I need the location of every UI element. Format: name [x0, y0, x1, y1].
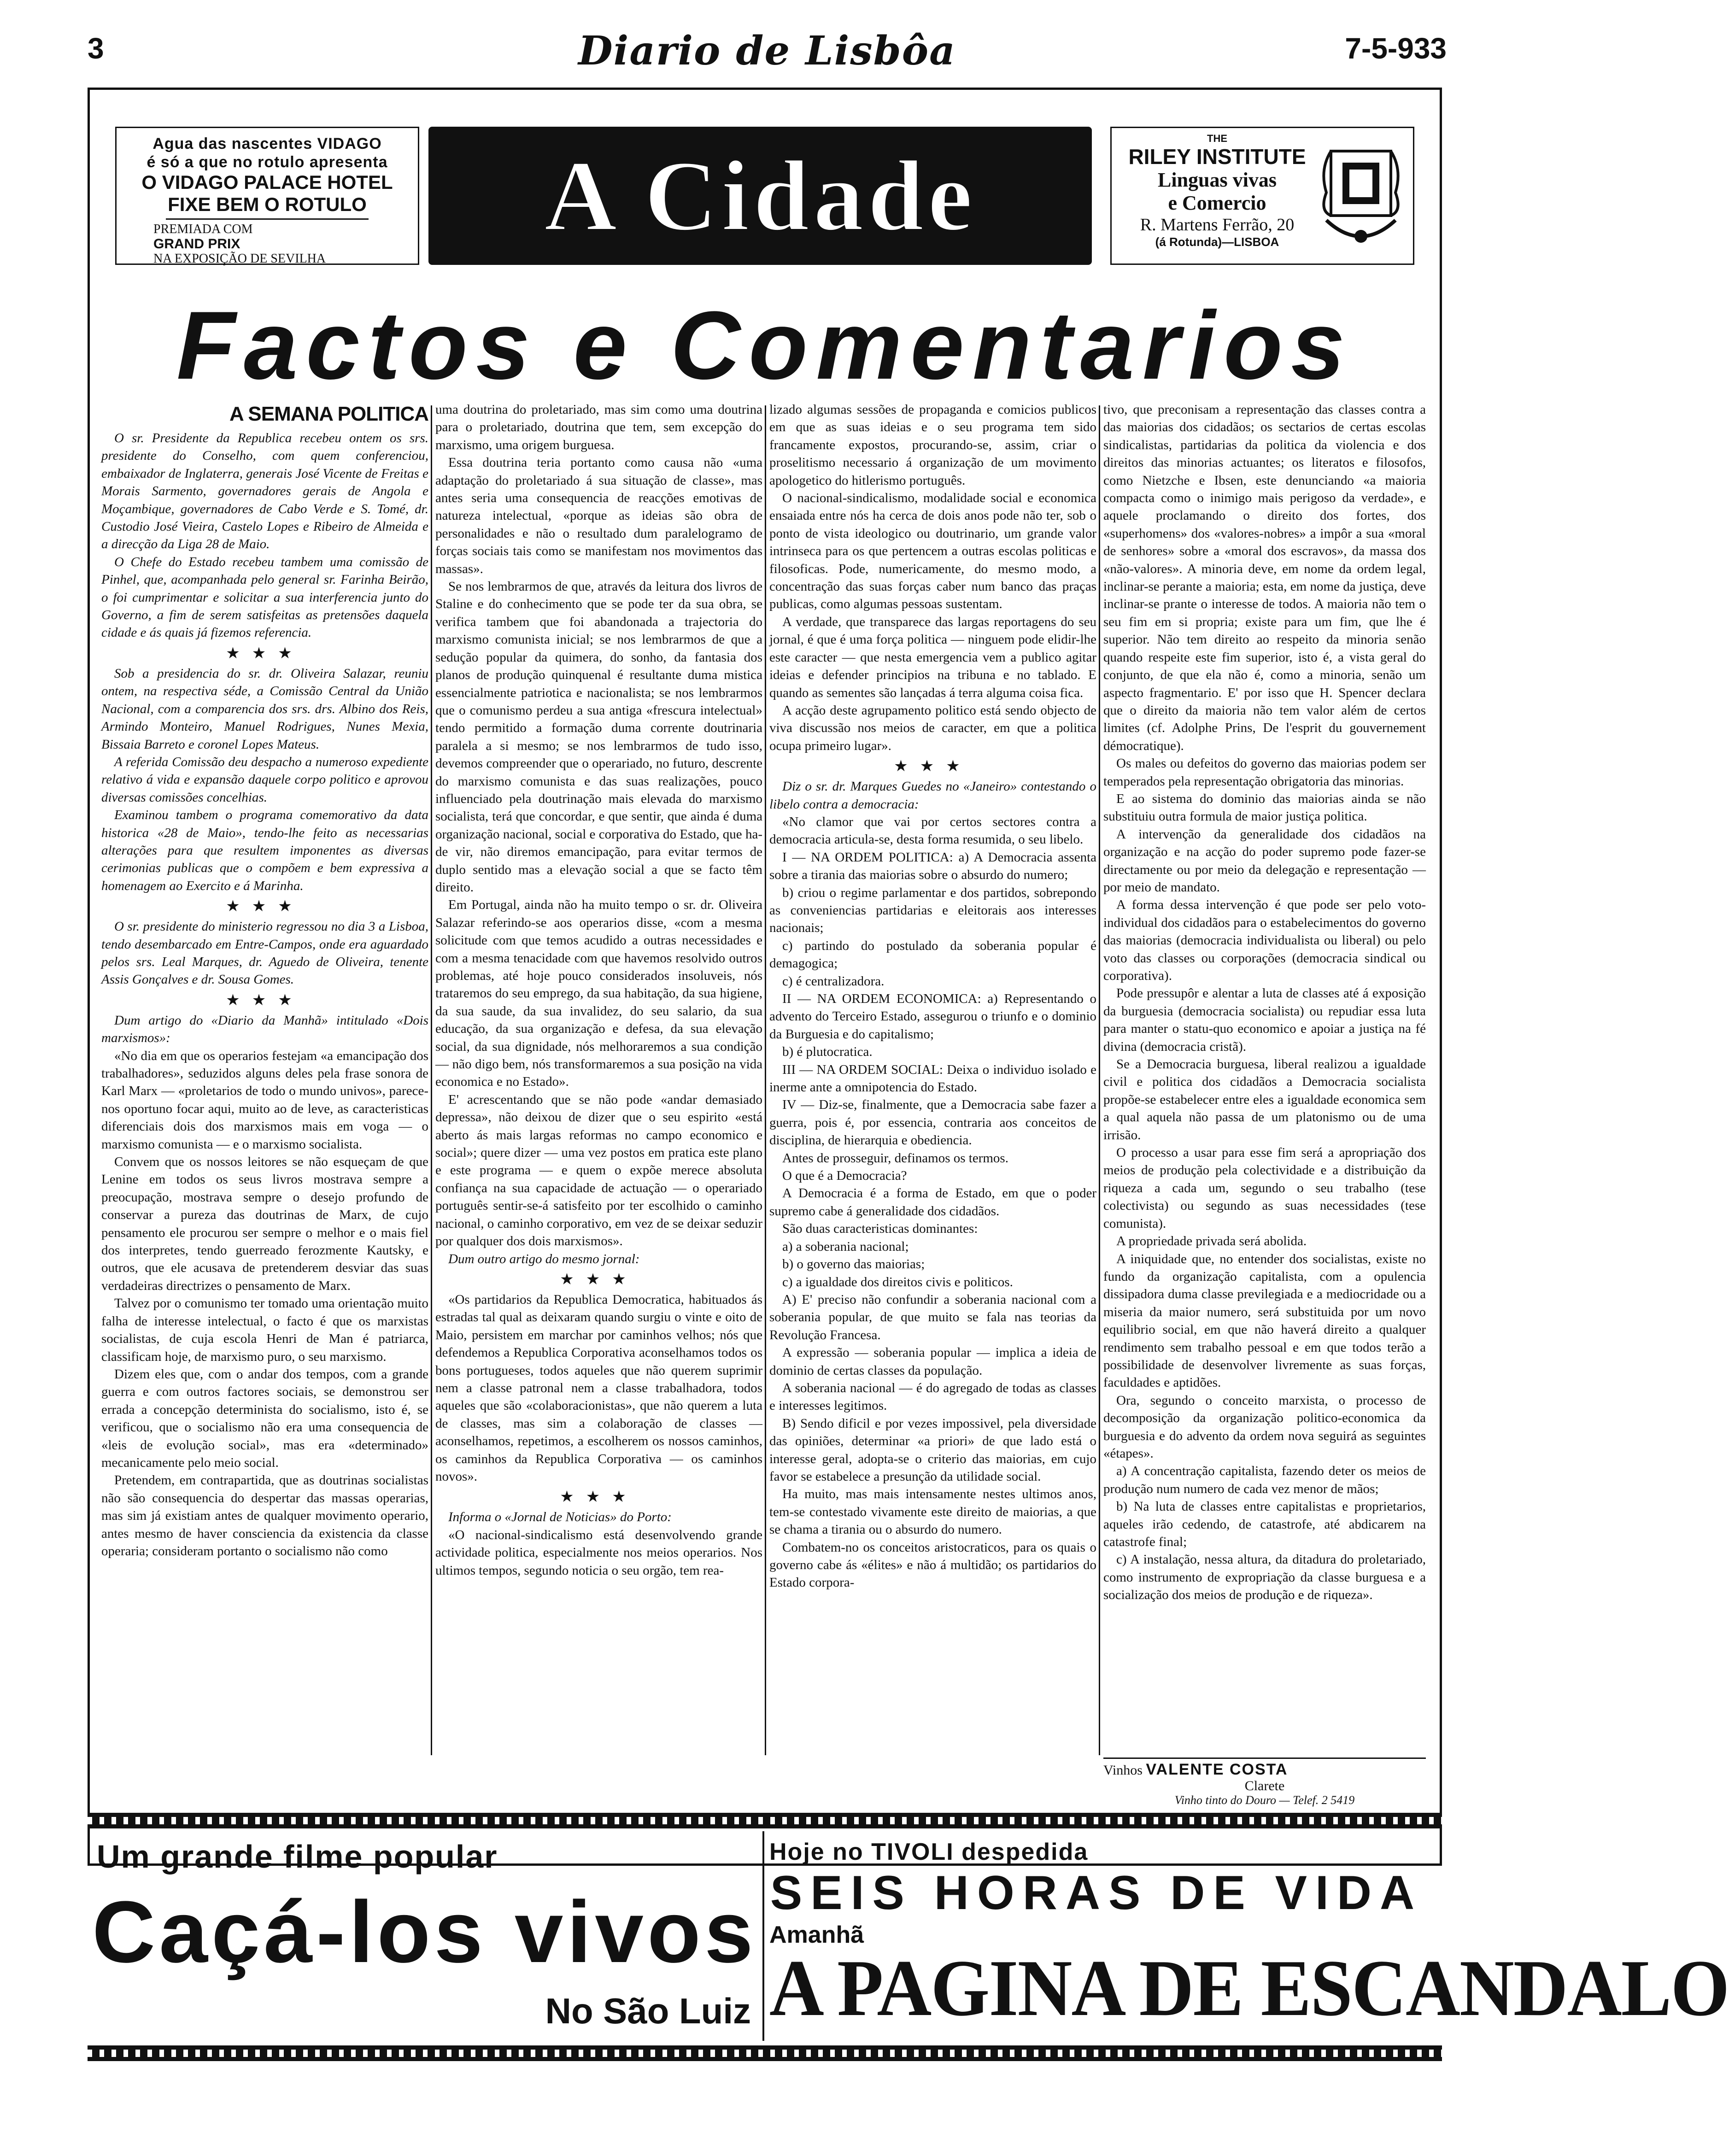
article-paragraph: O Chefe do Estado recebeu tambem uma comissão de Pinhel, que, acompanhada pelo general sr. Farinha Beirão, o foi cumprimentar e solicitar a sua interferencia junto do Governo, a fim de serem satisfeitas as pretensões daquela cidade e ás quais já fizemos referencia.	[101, 554, 428, 640]
article-paragraph: a) a soberania nacional;	[782, 1239, 909, 1254]
riley-institute-advert	[1110, 127, 1414, 265]
article-paragraph: IV — Diz-se, finalmente, que a Democracia sabe fazer a guerra, pois é, por essencia, contraria aos conceitos de disciplina, de hierarquia e obediencia.	[769, 1097, 1096, 1148]
article-paragraph: Dum outro artigo do mesmo jornal:	[448, 1251, 640, 1266]
column-4	[1103, 401, 1426, 1755]
article-paragraph: uma doutrina do proletariado, mas sim como uma doutrina para o proletariado, doutrina que tem, sem excepção do marxismo, uma origem burguesa.	[435, 402, 762, 452]
riley-the: THE	[1207, 133, 1227, 144]
article-paragraph: Convem que os nossos leitores se não esqueçam de que Lenine em todos os seus livros mostrava sempre a preocupação, mostrava sempre o desejo profundo de conservar a pureza das doutrinas de Marx, de cujo pensamento ele procurou ser sempre o melhor e o mais fiel dos interpretes, tendo guerreado ferozmente Kautsky, e outros, que ele acusava de pretenderem desviar das suas verdadeiras directrizes o pensamento de Marx.	[101, 1154, 428, 1293]
vinhos-name: VALENTE COSTA	[1146, 1761, 1288, 1778]
article-paragraph: O que é a Democracia?	[782, 1168, 907, 1183]
column-3	[769, 401, 1096, 1760]
article-paragraph: I — NA ORDEM POLITICA: a) A Democracia assenta sobre a tirania das maiorias sobre o absurdo do numero;	[769, 850, 1096, 883]
article-paragraph: c) a igualdade dos direitos civis e politicos.	[782, 1274, 1013, 1289]
riley-address: R. Martens Ferrão, 20	[1140, 215, 1295, 234]
riley-name: RILEY INSTITUTE	[1128, 145, 1306, 169]
vinhos-type: Clarete	[1244, 1778, 1285, 1793]
section-separator-stars: ★★★	[226, 644, 304, 662]
section-banner-title: A Cidade	[544, 139, 977, 252]
page-number: 3	[88, 32, 104, 65]
article-paragraph: «Os partidarios da Republica Democratica, habituados ás estradas tal qual as deixaram quando surgiu o vinte e oito de Maio, persistem em marchar por caminhos velhos; nós que defendemos a Republica Corporativa aconselhamos todos os bons portugueses, todos aqueles que não querem suprimir nem a classe patronal nem a classe trabalhadora, todos aqueles que são «colaboracionistas», que não querem a luta de classes, mas sim a colaboração de classes — aconselhamos, repetimos, a escolherem os nossos caminhos, os caminhos da Republica Corporativa — os caminhos novos».	[435, 1292, 762, 1484]
column-rule	[431, 405, 432, 1755]
article-paragraph: Examinou tambem o programa comemorativo da data historica «28 de Maio», tendo-lhe feito as necessarias alterações para que resultem imponentes as diversas cerimonias publicas que o compõem e bem expressiva a homenagem ao Exercito e á Marinha.	[101, 808, 428, 893]
article-paragraph: Essa doutrina teria portanto como causa não «uma adaptação do proletariado á sua situação de classe», mas antes seria uma consequencia de reacções emotivas de natureza intelectual, «porque as ideias são obra de personalidades e não o resultado dum paralelogramo de forças sociais tais como se manifestam nos movimentos das massas».	[435, 455, 762, 576]
film-advert-left	[92, 1838, 756, 2041]
article-paragraph: O sr. Presidente da Republica recebeu ontem os srs. presidente do Conselho, com quem conferenciou, embaixador de Inglaterra, generais José Vicente de Freitas e Morais Sarmento, governadores gerais de Angola e Moçambique, governadores de Cabo Verde e S. Tomé, dr. Custodio José Vieira, Castelo Lopes e Ribeiro de Almeida e a direcção da Liga 28 de Maio.	[101, 431, 428, 552]
article-paragraph: «No clamor que vai por certos sectores contra a democracia articula-se, desta forma resumida, o seu libelo.	[769, 814, 1096, 847]
article-paragraph: Antes de prosseguir, definamos os termos.	[782, 1150, 1008, 1166]
vidago-line-2: é só a que no rotulo apresenta	[147, 153, 388, 171]
vinhos-prefix: Vinhos	[1103, 1763, 1143, 1778]
article-paragraph: Ha muito, mas mais intensamente nestes ultimos anos, tem-se contestado vivamente este direito de maiorias, a que se chama a tirania ou o absurdo do numero.	[769, 1487, 1096, 1537]
film-right-line-3: Amanhã	[769, 1922, 864, 1948]
vidago-advert	[115, 127, 419, 265]
flags-emblem-icon	[1317, 142, 1405, 252]
article-paragraph: A verdade, que transparece das largas reportagens do seu jornal, é que é uma força politica — ninguem pode elidir-lhe este caracter — que nesta emergencia vem a publico agitar ideias e defender principios na tribuna e no tablado. E quando as sementes são lançadas á terra alguma coisa fica.	[769, 614, 1096, 700]
section-separator-stars: ★★★	[560, 1270, 638, 1289]
article-paragraph: tivo, que preconisam a representação das classes contra a das maiorias dos cidadãos; os sectarios de certas escolas sindicalistas, partidarias da politica da violencia e dos direitos das minorias actuantes; os literatos e filosofos, como Nietzche e Ibsen, este denunciando «a maioria compacta como o inimigo mais perigoso da verdade», e aquele proclamando o direito dos fortes, dos «superhomens» dos «valores-nobres» a impôr a sua «moral de senhores» sobre a «moral dos escravos», da massa dos «não-valores». A minoria deve, em nome da ordem legal, inclinar-se perante a maioria; esta, em nome da justiça, deve inclinar-se prante o interesse de todos. A maioria não tem o seu fim em si propria; existe para um fim, que lhe é superior. Não tem direito ao respeito da minoria senão quando respeite este fim superior, isto é, a vista geral do conjunto, de que ela não é, como a minoria, senão um aspecto fragmentario. E' por isso que H. Spencer declara que o direito da maioria não tem valor além de certos limites (cf. Adolphe Prins, De l'esprit du gouvernement démocratique).	[1103, 402, 1426, 753]
article-paragraph: b) o governo das maiorias;	[782, 1257, 925, 1272]
article-paragraph: E ao sistema do dominio das maiorias ainda se não substituiu outra formula de maior justiça politica.	[1103, 791, 1426, 824]
vidago-line-5: PREMIADA COM	[153, 222, 253, 236]
film-left-subtitle: Um grande filme popular	[97, 1839, 498, 1875]
section-title: A SEMANA POLITICA	[229, 403, 428, 425]
film-border-bottom	[88, 2045, 1442, 2061]
vidago-line-7: NA EXPOSIÇÃO DE SEVILHA	[153, 252, 326, 266]
vidago-line-3: O VIDAGO PALACE HOTEL	[141, 171, 393, 193]
column-rule	[1099, 405, 1100, 1755]
section-separator-stars: ★★★	[894, 757, 972, 776]
column-rule	[765, 405, 766, 1755]
article-paragraph: A iniquidade que, no entender dos socialistas, existe no fundo da organização capitalista, com a opulencia dissipadora duma classe previlegiada e a mediocridade ou a miseria da maior numero, será substituida por um novo equilibrio social, em que não haverá direito a qualquer rendimento sem trabalho pessoal e em que todos terão a possibilidade de desenvolver livremente as suas forças, faculdades e aptidões.	[1103, 1251, 1426, 1390]
vinhos-advert	[1103, 1758, 1426, 1807]
article-paragraph: Em Portugal, ainda não ha muito tempo o sr. dr. Oliveira Salazar referindo-se aos operarios disse, «com a mesma solicitude com que temos acudido a outras necessidades e com a mesma tenacidade com que havemos resolvido outros problemas, até hoje pouco considerados insoluveis, nós trataremos do seu emprego, da sua habitação, da sua higiene, da sua saude, da sua invalidez, do seu salario, da sua educação, da sua organização e defesa, da sua elevação social, da sua dignidade, nós melhoraremos a sua condição — não digo bem, nós transformaremos a sua posição na vida economica e no Estado».	[435, 897, 762, 1090]
article-paragraph: «O nacional-sindicalismo está desenvolvendo grande actividade politica, especialmente nos meios operarios. Nos ultimos tempos, segundo noticia o seu orgão, tem rea-	[435, 1527, 762, 1578]
article-paragraph: c) é centralizadora.	[782, 973, 885, 989]
article-paragraph: c) A instalação, nessa altura, da ditadura do proletariado, como instrumento de expropriação da classe burguesa e a socialização dos meios de produção e de riqueza».	[1103, 1552, 1426, 1603]
section-separator-stars: ★★★	[560, 1488, 638, 1506]
column-2	[435, 401, 762, 1760]
film-left-title: Caçá-los vivos	[92, 1883, 757, 1981]
article-paragraph: A soberania nacional — é do agregado de todas as classes e interesses legitimos.	[769, 1380, 1096, 1413]
article-paragraph: a) A concentração capitalista, fazendo deter os meios de produção num numero de cada vez menor de mãos;	[1103, 1464, 1426, 1496]
article-paragraph: b) Na luta de classes entre capitalistas e proprietarios, aqueles irão cedendo, de catastrofe, até abdicarem na catastrofe final;	[1103, 1499, 1426, 1549]
film-right-line-1: Hoje no TIVOLI despedida	[769, 1839, 1089, 1865]
vinhos-phone: Vinho tinto do Douro — Telef. 2 5419	[1174, 1793, 1355, 1807]
article-paragraph: Combatem-no os conceitos aristocraticos, para os quais o governo cabe ás «élites» e não á multidão; os partidarios do Estado corpora-	[769, 1540, 1096, 1590]
article-paragraph: b) é plutocratica.	[782, 1044, 873, 1060]
article-paragraph: A propriedade privada será abolida.	[1116, 1234, 1307, 1249]
article-paragraph: c) partindo do postulado da soberania popular é demagogica;	[769, 938, 1096, 971]
article-paragraph: A referida Comissão deu despacho a numeroso expediente relativo á vida e expansão daquele corpo politico e aprovou diversas comissões concelhias.	[101, 754, 428, 805]
film-border-top	[88, 1813, 1442, 1828]
section-separator-stars: ★★★	[226, 990, 304, 1009]
article-paragraph: A) E' preciso não confundir a soberania nacional com a soberania popular, de que muito se fala nas teorias da Revolução Francesa.	[769, 1292, 1096, 1342]
article-paragraph: A forma dessa intervenção é que pode ser pelo voto-individual dos cidadãos para o estabelecimentos do governo das maiorias (democracia individualista ou liberal) ou pelo voto das classes ou corporações (democracia sindical ou corporativa).	[1103, 897, 1426, 983]
article-paragraph: B) Sendo dificil e por vezes impossivel, pela diversidade das opiniões, determinar «a priori» de que lado está o interesse geral, adopta-se o criterio das maiorias, em cujo favor se estabelece a presunção da utilidade social.	[769, 1416, 1096, 1484]
article-paragraph: Pretendem, em contrapartida, que as doutrinas socialistas não são consequencia do despertar das massas operarias, mas sim já existiam antes de qualquer movimento operario, antes mesmo de haver consciencia da existencia da classe operaria; consideram portanto o socialismo não como	[101, 1473, 428, 1558]
article-paragraph: O sr. presidente do ministerio regressou no dia 3 a Lisboa, tendo desembarcado em Entre-Campos, onde era aguardado pelos srs. Leal Marques, dr. Aguedo de Oliveira, tenente Assis Gonçalves e dr. Sousa Gomes.	[101, 919, 428, 987]
section-banner	[428, 127, 1092, 265]
article-paragraph: O nacional-sindicalismo, modalidade social e economica ensaiada entre nós ha cerca de dois anos pode não ter, sob o ponto de vista ideologico ou doutrinario, um grande valor intrinseca para os que pertencem a outras escolas politicas e filosoficas. Pode, numericamente, do mesmo modo, a concentração das suas forças caber num banco das praças publicas, como algumas pessoas sustentam.	[769, 491, 1096, 612]
masthead	[88, 28, 1447, 78]
page-headline: Factos e Comentarios	[176, 291, 1353, 399]
article-paragraph: III — NA ORDEM SOCIAL: Deixa o individuo isolado e inerme ante a omnipotencia do Estado.	[769, 1062, 1096, 1095]
vidago-divider	[166, 218, 369, 220]
article-paragraph: Talvez por o comunismo ter tomado uma orientação muito falha de interesse intelectual, o facto é que os marxistas socialistas, de cuja escola Henri de Man é patriarca, classificam hoje, de marxismo puro, o seu marxismo.	[101, 1296, 428, 1364]
article-paragraph: Se a Democracia burguesa, liberal realizou a igualdade civil e politica dos cidadãos a Democracia socialista propõe-se estabelecer entre eles a igualdade economica sem a qual aquela não passa de um platonismo ou de uma irrisão.	[1103, 1057, 1426, 1142]
article-paragraph: Dum artigo do «Diario da Manhã» intitulado «Dois marxismos»:	[101, 1013, 428, 1046]
article-paragraph: Sob a presidencia do sr. dr. Oliveira Salazar, reuniu ontem, na respectiva séde, a Comissão Central da União Nacional, com a comparencia dos srs. drs. Albino dos Reis, Armindo Monteiro, Manuel Rodrigues, Nunes Mexia, Bissaia Barreto e coronel Lopes Mateus.	[101, 666, 428, 752]
article-paragraph: O processo a usar para esse fim será a apropriação dos meios de produção pela colectividade e a distribuição da riqueza a cada um, segundo o seu trabalho (tese colectivista) ou segundo as suas necessidades (tese comunista).	[1103, 1145, 1426, 1231]
article-paragraph: São duas caracteristicas dominantes:	[782, 1221, 978, 1236]
article-paragraph: Informa o «Jornal de Noticias» do Porto:	[448, 1510, 672, 1525]
film-advert-right	[769, 1838, 1729, 2041]
article-paragraph: Dizem eles que, com o andar dos tempos, com a grande guerra e com outros factores sociais, se demonstrou ser errada a concepção determinista do socialismo, isto é, se verificou, que o socialismo não era uma consequencia de «leis de evolução social», mas era «determinado» mecanicamente pelo meio social.	[101, 1366, 428, 1470]
article-paragraph: Ora, segundo o conceito marxista, o processo de decomposição da organização politico-economica da burguesia e do advento da ordem nova seguirá as seguintes «étapes».	[1103, 1393, 1426, 1461]
article-paragraph: «No dia em que os operarios festejam «a emancipação dos trabalhadores», seduzidos alguns deles pela frase sonora de Karl Marx — «proletarios de todo o mundo univos», parece-nos oportuno focar aqui, muito ao de leve, as caracteristicas diferenciais dois dos marxismos mais em voga — o marxismo comunista — e o marxismo socialista.	[101, 1048, 428, 1152]
film-right-line-2: SEIS HORAS DE VIDA	[770, 1866, 1423, 1920]
film-advert-divider	[762, 1831, 764, 2041]
film-right-line-4: A PAGINA DE ESCANDALO	[769, 1943, 1729, 2033]
article-paragraph: Se nos lembrarmos de que, através da leitura dos livros de Staline e do conhecimento que se pode ter da sua obra, se verifica tambem que foi abandonada a trajectoria do marxismo comunista inicial; se nos lembrarmos de que a sedução popular da quimera, do sonho, da fantasia dos planos de produção quinquenal é resultante duma mistica essencialmente patriotica e nacionalista; se nos lembrarmos que o comunismo perdeu a sua antiga «frescura intelectual» tendo permitido a formação duma corrente doutrinaria paralela a si mesmo; se nos lembrarmos de tudo isso, devemos compreender que o operariado, no futuro, descrente do marxismo comunista e das suas realizações, pouco influenciado pela doutrinação mais elevada do marxismo socialista, terá que concordar, e que sentir, que ainda é duma organização nacional, social e corporativa do Estado, que ha-de vir, não diremos emancipação, para evitar termos de duplo sentido mas a elevação social a que se facto têm direito.	[435, 579, 762, 895]
vidago-line-4: FIXE BEM O ROTULO	[168, 193, 367, 215]
riley-line-2: e Comercio	[1168, 192, 1266, 214]
article-paragraph: A acção deste agrupamento politico está sendo objecto de viva discussão nos meios de caracter, em que a politica ocupa primeiro lugar».	[769, 703, 1096, 753]
section-separator-stars: ★★★	[226, 897, 304, 916]
newspaper-title: Diario de Lisbôa	[578, 28, 956, 74]
column-1	[101, 401, 428, 1760]
film-left-venue: No São Luiz	[545, 1991, 751, 2031]
riley-location: (á Rotunda)—LISBOA	[1155, 235, 1279, 249]
vidago-line-6: GRAND PRIX	[153, 236, 240, 252]
article-paragraph: Os males ou defeitos do governo das maiorias podem ser temperados pela representação obrigatoria das minorias.	[1103, 756, 1426, 789]
article-paragraph: A intervenção da generalidade dos cidadãos na organização e na acção do poder supremo pode fazer-se directamente ou por meio da delegação e representação — por meio de mandato.	[1103, 826, 1426, 895]
article-paragraph: A Democracia é a forma de Estado, em que o poder supremo cabe á generalidade dos cidadãos.	[769, 1186, 1096, 1219]
article-paragraph: II — NA ORDEM ECONOMICA: a) Representando o advento do Terceiro Estado, assegurou o triunfo e o dominio da Burguesia e do capitalismo;	[769, 991, 1096, 1042]
article-paragraph: E' acrescentando que se não pode «andar demasiado depressa», não deixou de dizer que o seu espirito «está aberto ás mais largas reformas no campo economico e social»; quere dizer — uma vez postos em pratica este plano e este programa — e quem o expõe merece absoluta confiança na sua capacidade de actuação — o operariado português sentir-se-á satisfeito por ter escolhido o caminho nacional, o caminho corporativo, em vez de se deixar seduzir por qualquer dos dois marxismos».	[435, 1092, 762, 1249]
article-paragraph: b) criou o regime parlamentar e dos partidos, sobrepondo as conveniencias partidarias e eleitorais aos interesses nacionais;	[769, 885, 1096, 936]
article-paragraph: Diz o sr. dr. Marques Guedes no «Janeiro» contestando o libelo contra a democracia:	[769, 779, 1096, 812]
riley-line-1: Linguas vivas	[1158, 169, 1277, 191]
article-paragraph: lizado algumas sessões de propaganda e comicios publicos em que as suas ideias e o seu programa tem sido francamente expostos, procurando-se, assim, criar o proselitismo necessario á organização de um movimento apologetico do hitlerismo português.	[769, 402, 1096, 488]
article-paragraph: Pode pressupôr e alentar a luta de classes até á exposição da burguesia (democracia socialista) ou repudiar essa luta para manter o statu-quo economico e apoiar a justiça na fé divina (democracia cristã).	[1103, 986, 1426, 1054]
article-paragraph: A expressão — soberania popular — implica a ideia de dominio de certas classes da população.	[769, 1345, 1096, 1378]
issue-date: 7-5-933	[1345, 32, 1447, 65]
vidago-line-1: Agua das nascentes VIDAGO	[152, 135, 382, 152]
